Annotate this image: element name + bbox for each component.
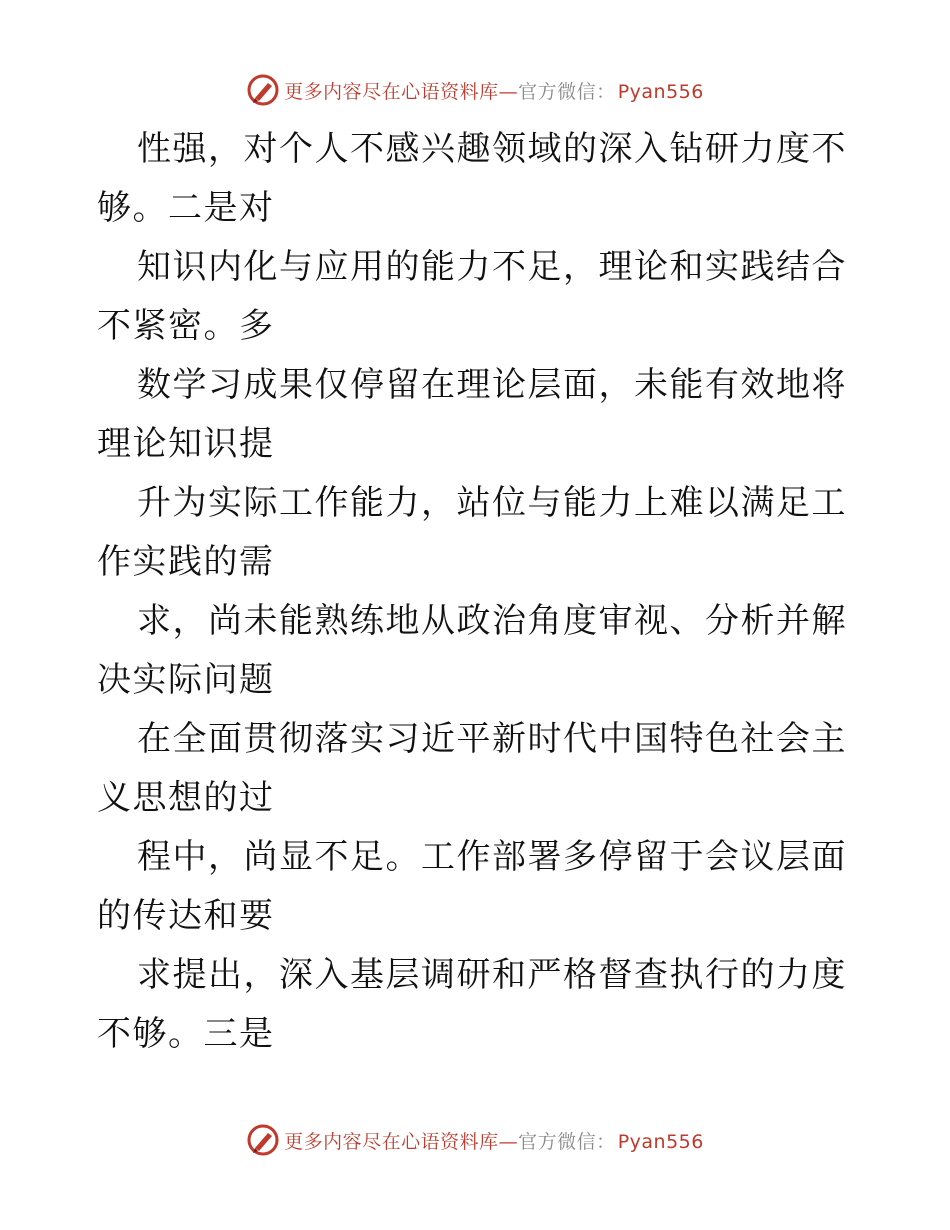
footer-dash: — — [498, 1130, 519, 1153]
footer-wechat-label: 官方微信： — [518, 1130, 616, 1153]
header-site-name: 更多内容尽在心语资料库 — [284, 80, 499, 103]
paragraph: 性强，对个人不感兴趣领域的深入钻研力度不够。二是对 — [97, 129, 847, 228]
paragraph: 升为实际工作能力，站位与能力上难以满足工作实践的需 — [97, 483, 847, 582]
paragraph: 求提出，深入基层调研和严格督查执行的力度不够。三是 — [97, 955, 847, 1054]
header-wechat-label: 官方微信： — [518, 80, 616, 103]
paragraph: 求，尚未能熟练地从政治角度审视、分析并解决实际问题 — [97, 601, 847, 700]
pen-logo-icon — [246, 73, 280, 107]
footer-site-name: 更多内容尽在心语资料库 — [284, 1130, 499, 1153]
paragraph: 知识内化与应用的能力不足，理论和实践结合不紧密。多 — [97, 247, 847, 346]
footer-wechat-id: Pyan556 — [617, 1130, 704, 1153]
paragraph: 在全面贯彻落实习近平新时代中国特色社会主义思想的过 — [97, 719, 847, 818]
body-text — [97, 120, 857, 1064]
paragraph: 数学习成果仅停留在理论层面，未能有效地将理论知识提 — [97, 365, 847, 464]
header-wechat-id: Pyan556 — [617, 80, 704, 103]
header-banner — [0, 70, 950, 110]
pen-logo-icon — [246, 1123, 280, 1157]
footer-banner — [0, 1120, 950, 1160]
paragraph: 程中，尚显不足。工作部署多停留于会议层面的传达和要 — [97, 837, 847, 936]
header-dash: — — [498, 80, 519, 103]
